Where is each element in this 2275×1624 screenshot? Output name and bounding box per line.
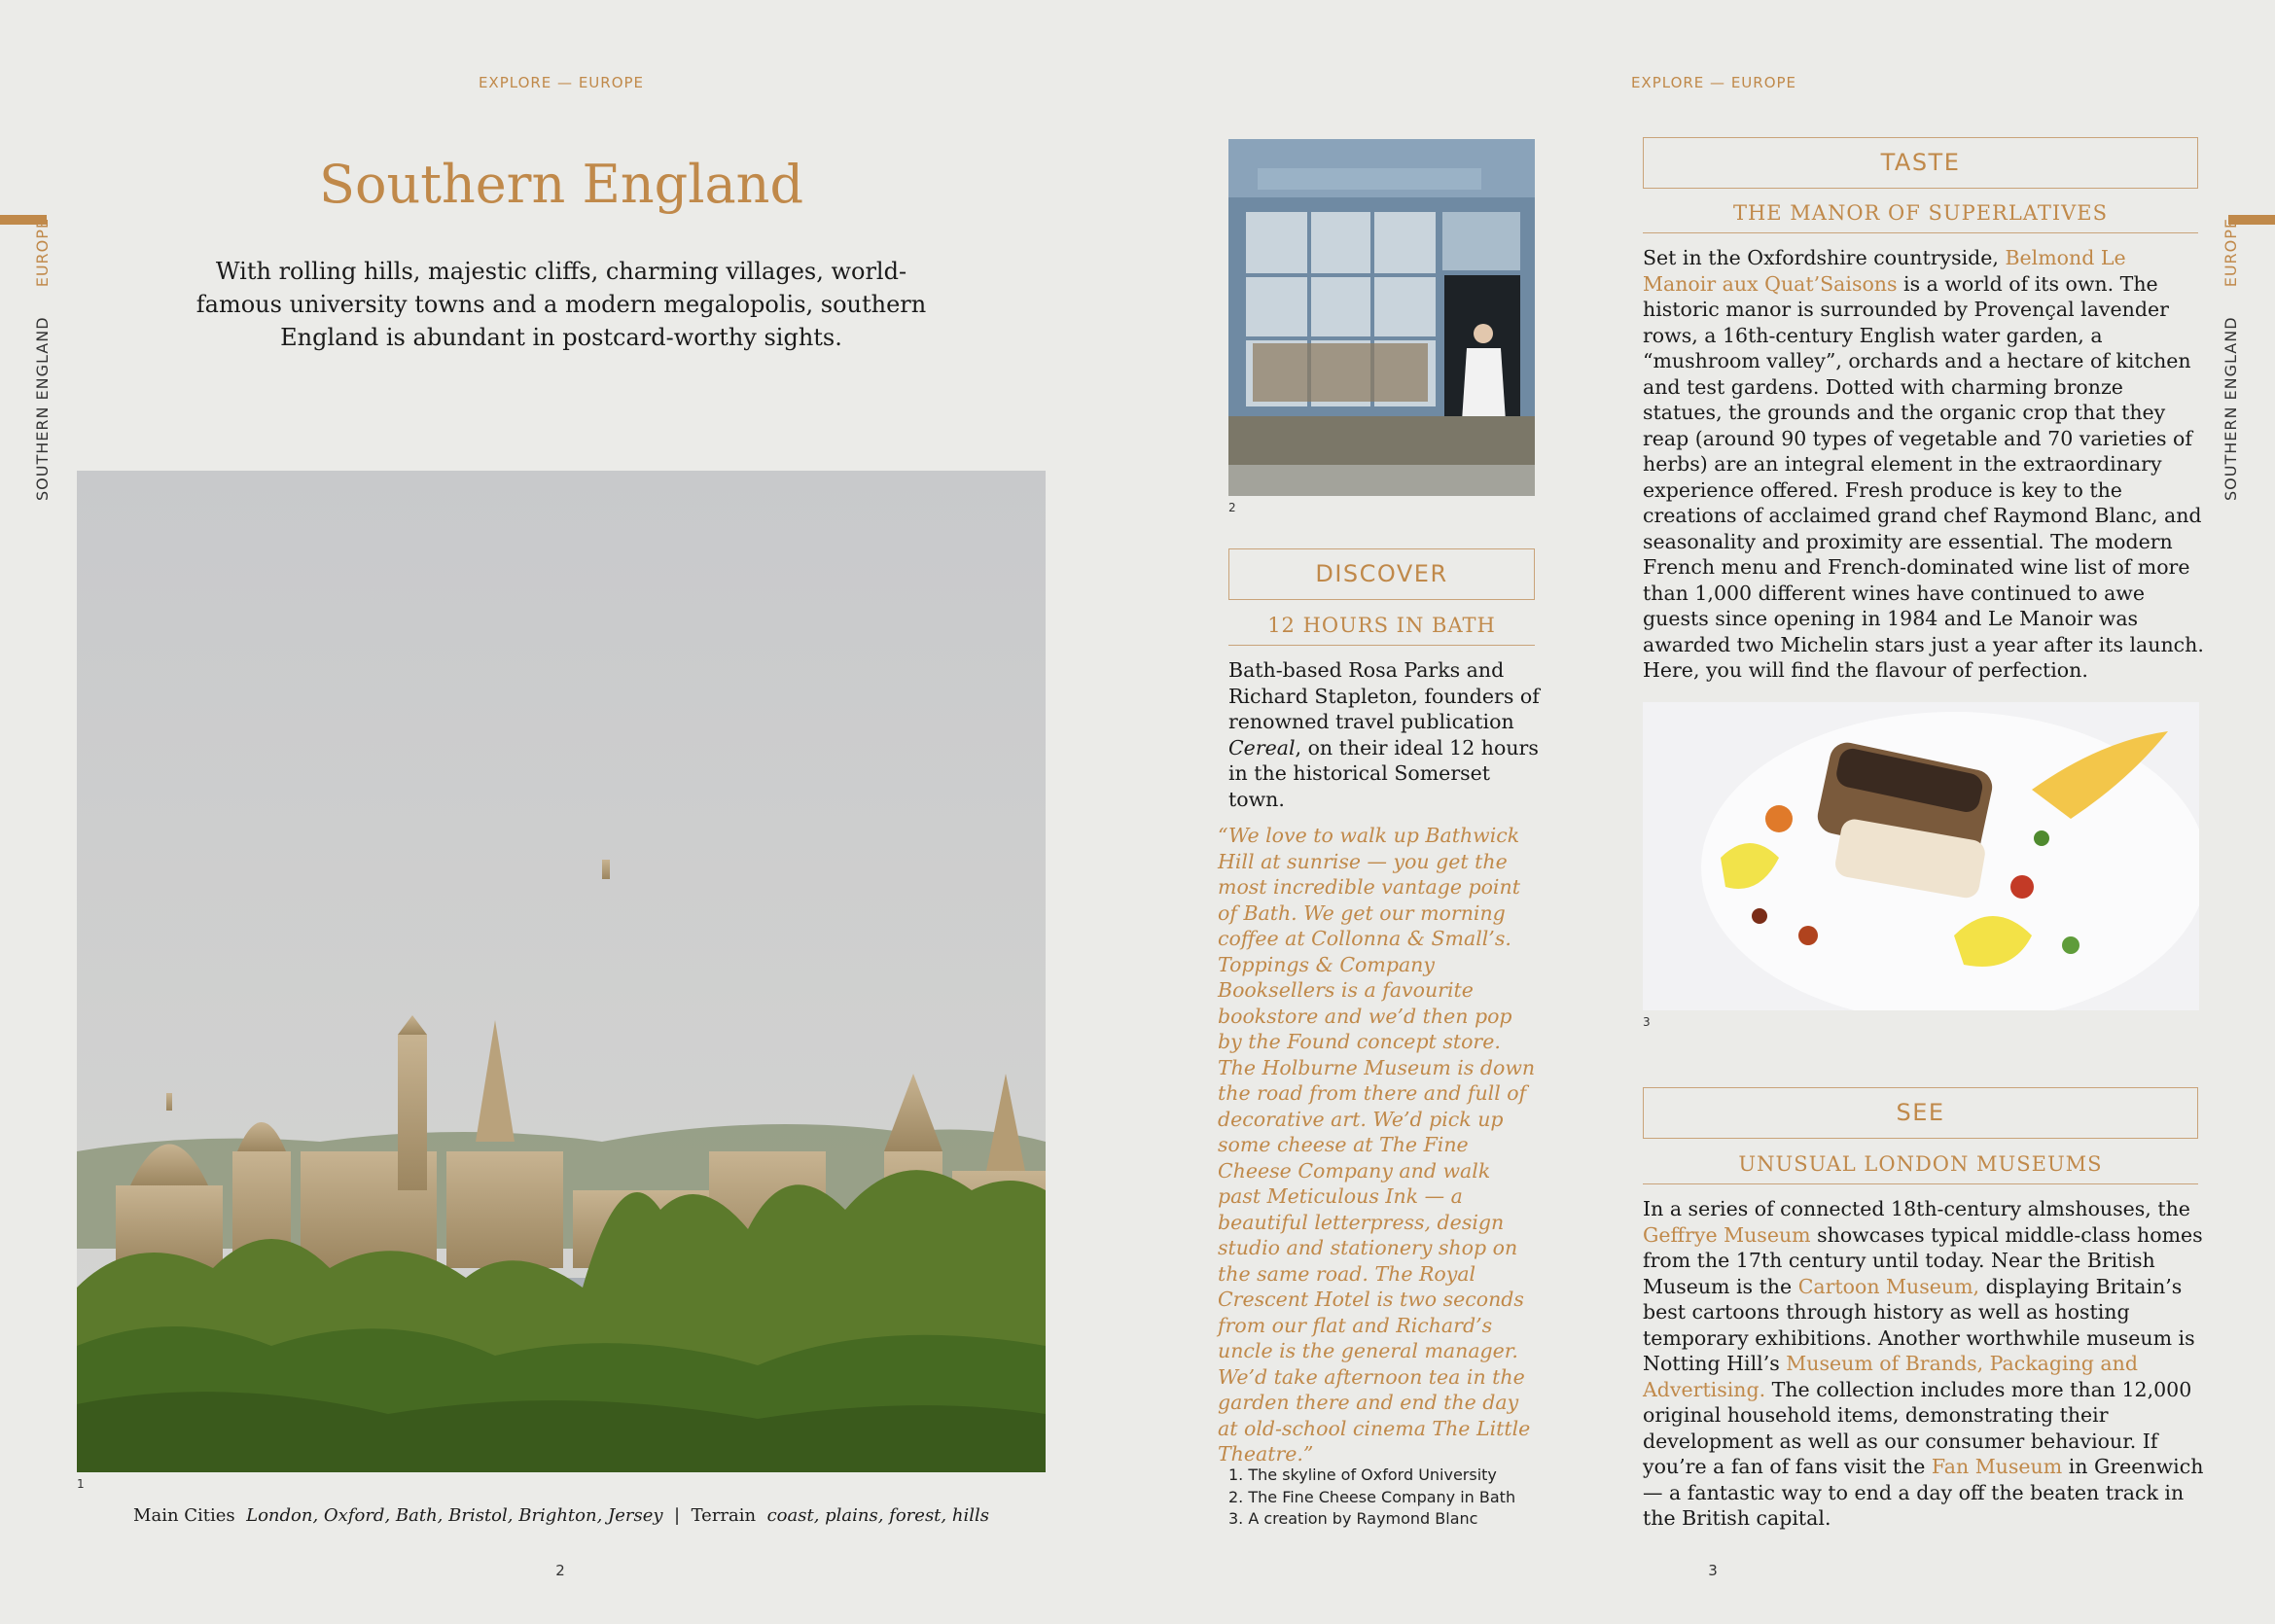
left-page-number: 2: [555, 1562, 565, 1579]
discover-body: Bath-based Rosa Parks and Richard Stapleton, founders of renowned travel publication Cereal, on their ideal 12 hours in the historical Somerset town.: [1228, 658, 1540, 811]
cartoon-museum-link[interactable]: Cartoon Museum,: [1797, 1274, 1980, 1298]
oxford-skyline-photo: [77, 471, 1046, 1472]
see-box-heading: SEE: [1643, 1087, 2198, 1139]
raymond-blanc-dish-photo: [1643, 702, 2199, 1010]
cities-label: Main Cities: [133, 1505, 235, 1526]
photo-number: 3: [1643, 1015, 1651, 1029]
taste-body: Set in the Oxfordshire countryside, Belmond Le Manoir aux Quat’Saisons is a world of its own. The historic manor is surrounded by Provençal lavender rows, a 16th-century English water garden, a “mushroom valley”, orchards and a hectare of kitchen and test gardens. Dotted with charming bronze statues, the grounds and the organic crop that they reap (around 90 types of vegetable and 70 varieties of herbs) are an integral element in the extraordinary experience offered. Fresh produce is key to the creations of acclaimed grand chef Raymond Blanc, and seasonality and proximity are essential. The modern French menu and French-dominated wine list of more than 1,000 different wines have continued to awe guests since opening in 1984 and Le Manoir was awarded two Michelin stars just a year after its launch. Here, you will find the flavour of perfection.: [1643, 246, 2204, 682]
intro-text: With rolling hills, majestic cliffs, charming villages, world-famous university towns and a modern megalopolis, southern England is abundant in postcard-worthy sights.: [196, 258, 927, 351]
caption-item: 2. The Fine Cheese Company in Bath: [1228, 1487, 1516, 1506]
left-side-tab: [33, 218, 52, 501]
facts-separator: |: [674, 1505, 681, 1526]
oxford-skyline-illustration: [77, 471, 1046, 1472]
caption-item: 3. A creation by Raymond Blanc: [1228, 1509, 1478, 1528]
right-side-tab: [2222, 218, 2240, 501]
fan-museum-link[interactable]: Fan Museum: [1931, 1455, 2063, 1478]
see-body: In a series of connected 18th-century almshouses, the Geffrye Museum showcases typical middle-class homes from the 17th century until today. Near the British Museum is the Cartoon Museum, displaying Britain’s best cartoons through history as well as hosting temporary exhibitions. Another worthwhile museum is Notting Hill’s Museum of Brands, Packaging and Advertising. The collection includes more than 12,000 original household items, demonstrating their development as well as our consumer behaviour. If you’re a fan of fans visit the Fan Museum in Greenwich — a fantastic way to end a day off the beaten track in the British capital.: [1643, 1197, 2204, 1530]
photo-number: 1: [77, 1477, 85, 1491]
museum-of-brands-link[interactable]: Museum of Brands, Packaging and Advertising.: [1643, 1352, 2138, 1401]
dish-illustration: [1643, 702, 2199, 1010]
discover-quote: “We love to walk up Bathwick Hill at sunrise — you get the most incredible vantage point of Bath. We get our morning coffee at Collonna & Small’s. Toppings & Company Booksellers is a favourite bookstore and we’d then pop by the Found concept store. The Holburne Museum is down the road from there and full of decorative art. We’d pick up some cheese at The Fine Cheese Company and walk past Meticulous Ink — a beautiful letterpress, design studio and stationery shop on the same road. The Royal Crescent Hotel is two seconds from our flat and Richard’s uncle is the general manager. We’d take afternoon tea in the garden there and end the day at old-school cinema The Little Theatre.”: [1218, 824, 1536, 1465]
left-running-head: EXPLORE — EUROPE: [478, 74, 645, 91]
photo-captions: [1228, 1465, 1515, 1531]
photo-number: 2: [1228, 501, 1236, 514]
cities-value: London, Oxford, Bath, Bristol, Brighton, Jersey: [246, 1505, 663, 1526]
side-tab-section: SOUTHERN ENGLAND: [33, 316, 52, 501]
le-manoir-link[interactable]: Belmond Le Manoir aux Quat’Saisons: [1643, 246, 2126, 296]
see-subhead: UNUSUAL LONDON MUSEUMS: [1643, 1152, 2198, 1184]
caption-item: 1. The skyline of Oxford University: [1228, 1465, 1497, 1484]
right-running-head: EXPLORE — EUROPE: [1630, 74, 1797, 91]
cheese-shop-illustration: [1228, 139, 1535, 496]
geffrye-museum-link[interactable]: Geffrye Museum: [1643, 1222, 1811, 1247]
page-title: Southern England: [318, 154, 804, 215]
publication-name: Cereal: [1228, 735, 1296, 759]
discover-subhead: 12 HOURS IN BATH: [1228, 614, 1535, 646]
terrain-label: Terrain: [691, 1505, 757, 1526]
side-tab-region: EUROPE: [33, 217, 52, 288]
side-tab-region: EUROPE: [2222, 217, 2240, 288]
right-page-number: 3: [1708, 1562, 1718, 1579]
terrain-value: coast, plains, forest, hills: [766, 1505, 989, 1526]
taste-subhead: THE MANOR OF SUPERLATIVES: [1643, 201, 2198, 233]
cheese-shop-photo: [1228, 139, 1535, 496]
discover-box-heading: DISCOVER: [1228, 548, 1535, 600]
key-facts: [97, 1505, 1025, 1526]
side-tab-section: SOUTHERN ENGLAND: [2222, 316, 2240, 501]
taste-box-heading: TASTE: [1643, 137, 2198, 189]
